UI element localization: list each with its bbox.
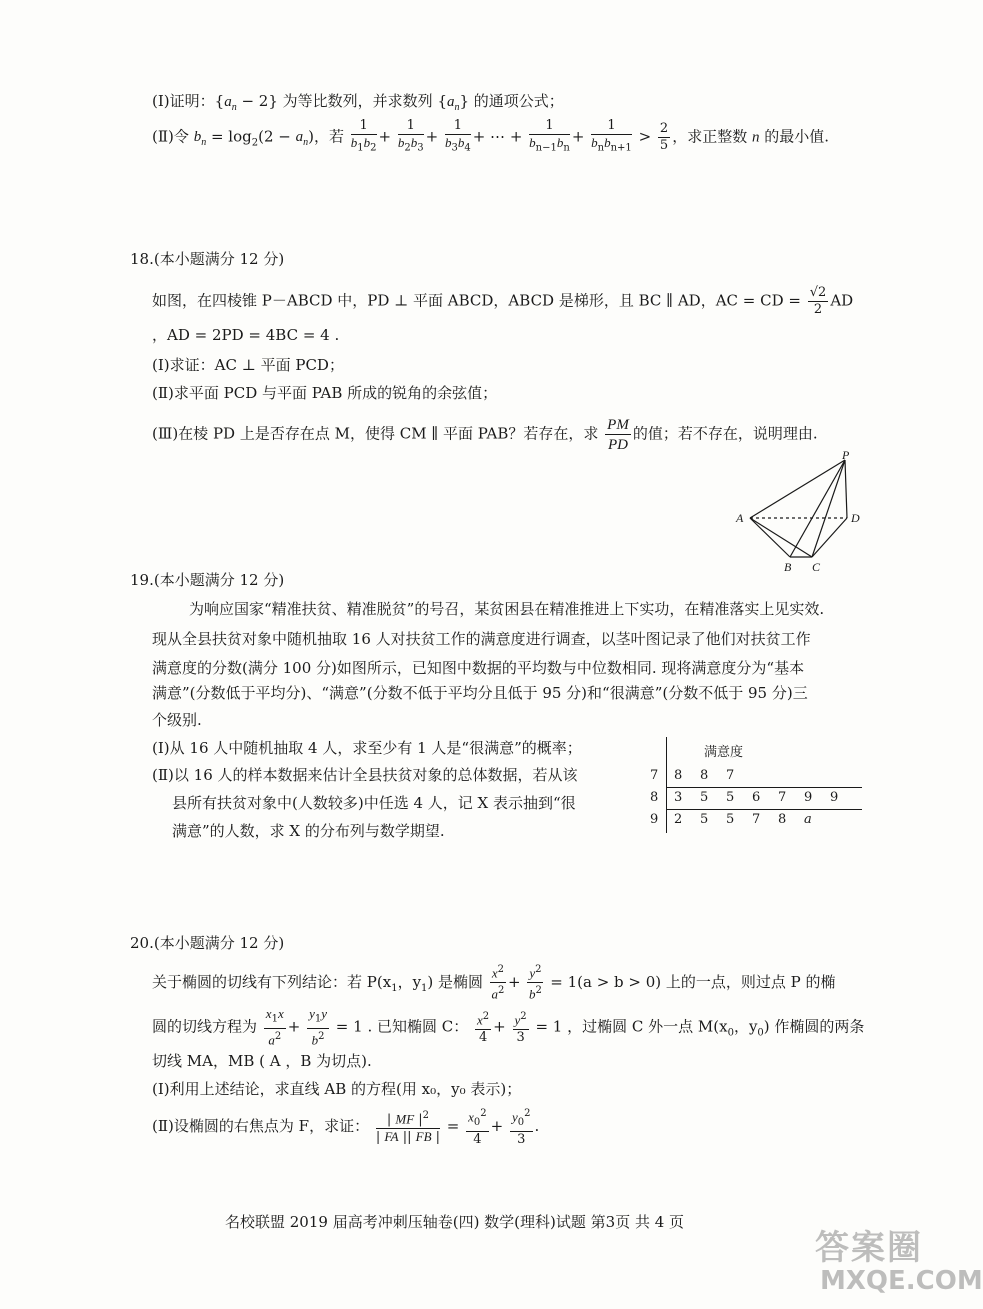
watermark-logo: 答案圈	[815, 1228, 923, 1268]
q18-pyramid-figure	[730, 450, 870, 575]
q19-part2-c: 满意”的人数，求 X 的分布列与数学期望.	[172, 822, 445, 840]
watermark-url: MXQE.COM	[820, 1266, 983, 1296]
q20-l2-d: ，y	[733, 1017, 758, 1036]
q18-line2: ，AD = 2PD = 4BC = 4 .	[152, 326, 340, 344]
label-D: D	[851, 511, 860, 525]
leaf-value: 8	[674, 768, 683, 783]
edge-AB	[750, 518, 790, 557]
q17-part1: (Ⅰ)证明：$\{a_n - 2\}$ 为等比数列，并求数列 $\{a_n\}$ 的通项公式；	[152, 92, 564, 113]
leaf-value: 8	[778, 812, 787, 827]
page-footer: 名校联盟 2019 届高考冲刺压轴卷(四) 数学(理科)试题 第3页 共 4 页	[225, 1213, 685, 1231]
edge-PD	[845, 460, 847, 518]
q18-part1: (Ⅰ)求证：AC ⊥ 平面 PCD；	[152, 356, 344, 374]
q18-part3-b: 的值；若不存在，说明理由.	[632, 424, 818, 443]
stem-row	[640, 765, 862, 787]
q19-part1: (Ⅰ)从 16 人中随机抽取 4 人，求至少有 1 人是“很满意”的概率；	[152, 739, 582, 757]
q20-l2-c: = 1 ，过椭圆 C 外一点 M(x	[535, 1017, 728, 1036]
leaf-value: 9	[804, 790, 813, 805]
stem-value: 9	[650, 812, 659, 827]
q20-part1: (Ⅰ)利用上述结论，求直线 AB 的方程(用 x₀，y₀ 表示)；	[152, 1080, 522, 1098]
q20-l2-b: = 1 . 已知椭圆 C：	[335, 1017, 469, 1036]
q20-part2-b: .	[534, 1117, 540, 1135]
stem-plot-title: 满意度	[704, 745, 744, 760]
q17-part2: (Ⅱ)令 $b_n = \log_2(2 - a_n)$，若 $\frac{1}{b_1b_2}$ + $\frac{1}{b_2b_3}$ + $\frac{1}{b_3b_4}$ + ⋯ + $\frac{1}{b_{n-1}b_n}$ + $\frac{1}{b_nb_{n+1}}$ > $\frac{2}{5}$ ，求正整数 n 的最小值.	[152, 118, 830, 154]
q19-p1: 为响应国家“精准扶贫、精准脱贫”的号召，某贫困县在精准推进上下实功，在精准落实上见实效.	[189, 600, 825, 618]
q18-part2: (Ⅱ)求平面 PCD 与平面 PAB 所成的锐角的余弦值；	[152, 384, 498, 402]
q20-line3: 切线 MA，MB ( A ，B 为切点).	[152, 1052, 372, 1070]
leaf-value: 7	[726, 768, 735, 783]
leaf-value: 7	[778, 790, 787, 805]
q18-header: 18.(本小题满分 12 分)	[130, 250, 285, 268]
q19-part2-a: (Ⅱ)以 16 人的样本数据来估计全县扶贫对象的总体数据，若从该	[152, 766, 578, 784]
q18-part3-a: (Ⅲ)在棱 PD 上是否存在点 M，使得 CM ∥ 平面 PAB？若存在，求	[152, 424, 599, 443]
leaf-value: 6	[752, 790, 761, 805]
label-P: P	[842, 448, 850, 462]
stem-row	[640, 809, 862, 831]
q17-part2-end: 的最小值.	[764, 127, 830, 146]
q17-part1-prefix: (Ⅰ)证明：	[152, 92, 215, 110]
label-B: B	[784, 560, 792, 574]
leaf-value: 8	[700, 768, 709, 783]
q17-part2-if: ，若	[313, 127, 344, 146]
q18-line1-end: AD	[830, 291, 854, 310]
q17-part2-prefix: (Ⅱ)令	[152, 127, 189, 146]
q18-part3: (Ⅲ)在棱 PD 上是否存在点 M，使得 CM ∥ 平面 PAB？若存在，求 $\frac{PM}{PD}$ 的值；若不存在，说明理由.	[152, 417, 818, 453]
q19-header: 19.(本小题满分 12 分)	[130, 571, 285, 589]
leaf-value: 5	[700, 790, 709, 805]
q18-line1-text: 如图，在四棱锥 P－ABCD 中，PD ⊥ 平面 ABCD，ABCD 是梯形，且 BC ∥ AD，AC = CD =	[152, 291, 801, 310]
q20-line1: 关于椭圆的切线有下列结论：若 $P(x_1$，$y_1$) 是椭圆 $\frac{x^2}{a^2}$ + $\frac{y^2}{b^2}$ = 1(a > b > 0) 上的一点，则过点 P 的椭	[152, 964, 836, 1002]
q20-l2-a: 圆的切线方程为	[152, 1017, 258, 1036]
leaf-value: a	[804, 812, 812, 827]
q17-part2-def: = log	[210, 127, 252, 146]
q19-p3: 满意度的分数(满分 100 分)如图所示，已知图中数据的平均数与中位数相同. 现将满意度分为“基本	[152, 659, 805, 677]
q20-l1-c: ) 是椭圆	[427, 972, 484, 991]
q18-line1: 如图，在四棱锥 P－ABCD 中，PD ⊥ 平面 ABCD，ABCD 是梯形，且 BC ∥ AD，AC = CD = $\frac{√2}{2}$ AD	[152, 285, 854, 317]
q20-part2: (Ⅱ)设椭圆的右焦点为 F，求证： $\frac{| MF |^2}{| FA || FB |}$ = $\frac{x_0^2}{4}$ + $\frac{y_0^2}{3}$ .	[152, 1108, 540, 1147]
leaf-value: 5	[726, 790, 735, 805]
edge-CD	[812, 518, 847, 557]
leaf-value: 5	[726, 812, 735, 827]
label-A: A	[736, 511, 744, 525]
q17-part2-suffix: ，求正整数	[672, 127, 748, 146]
q20-header: 20.(本小题满分 12 分)	[130, 934, 285, 952]
q17-part1-text: 为等比数列，并求数列	[282, 92, 433, 110]
leaf-value: 2	[674, 812, 683, 827]
q19-p2: 现从全县扶贫对象中随机抽取 16 人对扶贫工作的满意度进行调查，以茎叶图记录了他们对扶贫工作	[152, 630, 811, 648]
edge-PA	[750, 460, 845, 518]
q19-p4: 满意”(分数低于平均分)、“满意”(分数不低于平均分且低于 95 分)和“很满意”(分数不低于 95 分)三	[152, 684, 808, 702]
q20-l1-b: ，y	[397, 972, 422, 991]
leaf-value: 9	[830, 790, 839, 805]
q20-l2-e: ) 作椭圆的两条	[763, 1017, 865, 1036]
q17-part1-suffix: 的通项公式；	[473, 92, 564, 110]
leaf-value: 7	[752, 812, 761, 827]
stem-value: 8	[650, 790, 659, 805]
edge-AC	[750, 518, 812, 557]
stem-row	[640, 787, 862, 809]
leaf-value: 5	[700, 812, 709, 827]
q20-part2-a: (Ⅱ)设椭圆的右焦点为 F，求证：	[152, 1117, 370, 1135]
label-C: C	[812, 560, 821, 574]
q20-line2: 圆的切线方程为 $\frac{x_1x}{a^2}$ + $\frac{y_1y}{b^2}$ = 1 . 已知椭圆 C： $\frac{x^2}{4}$ + $\frac{y^2}{3}$ = 1 ，过椭圆 C 外一点 $M(x_0$，$y_0$) 作椭圆的两条	[152, 1006, 865, 1047]
q20-l1-a: 关于椭圆的切线有下列结论：若 P(x	[152, 972, 392, 991]
leaf-value: 3	[674, 790, 683, 805]
q19-part2-b: 县所有扶贫对象中(人数较多)中任选 4 人，记 X 表示抽到“很	[172, 794, 576, 812]
stem-value: 7	[650, 768, 659, 783]
q19-p5: 个级别.	[152, 711, 202, 729]
q20-l1-d: = 1(a > b > 0) 上的一点，则过点 P 的椭	[550, 972, 836, 991]
